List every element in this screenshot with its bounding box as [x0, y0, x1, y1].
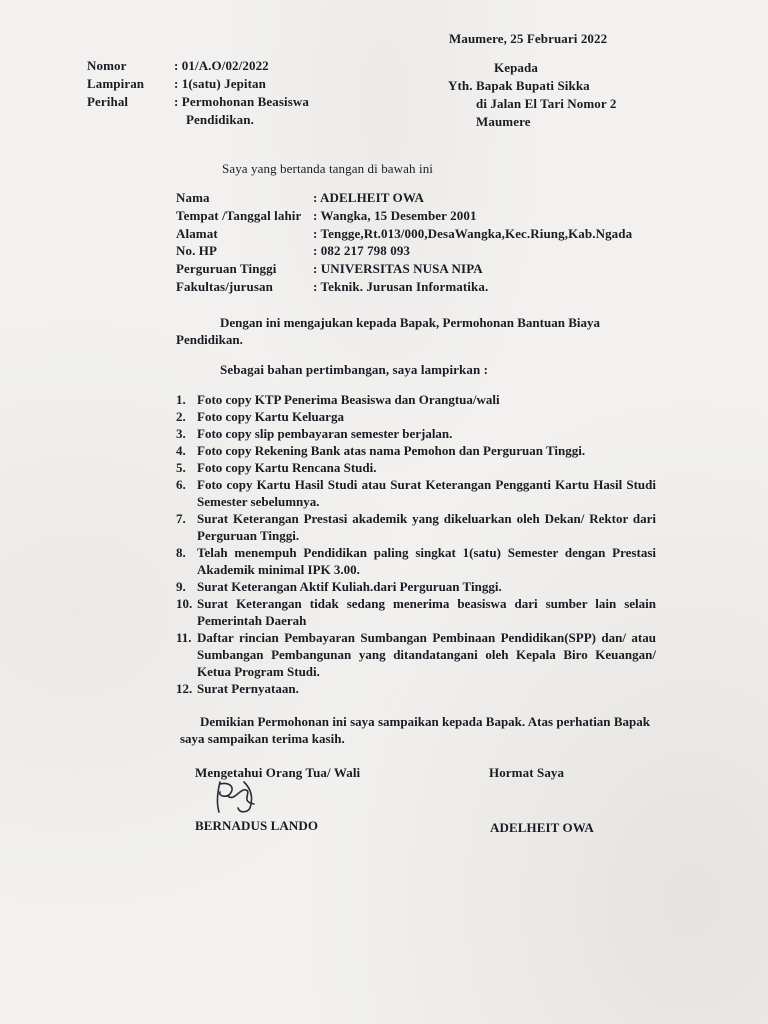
item-number: 6. [176, 477, 186, 492]
meta-label-lampiran: Lampiran [87, 76, 145, 91]
list-item [176, 544, 656, 578]
list-item [176, 510, 656, 544]
list-item [176, 680, 656, 697]
list-item [176, 391, 656, 408]
item-text: Telah menempuh Pendidikan paling singkat 1(satu) Semester dengan Prestasi Akademik minimal IPK 3.00. [197, 545, 656, 577]
item-text: Foto copy slip pembayaran semester berjalan. [197, 426, 453, 441]
identity-value-pt: : UNIVERSITAS NUSA NIPA [313, 261, 483, 276]
list-item [176, 425, 656, 442]
recipient-kepada: Kepada [494, 60, 538, 75]
item-number: 2. [176, 409, 186, 424]
item-text: Foto copy Kartu Hasil Studi atau Surat Keterangan Pengganti Kartu Hasil Studi Semester sebelumnya. [197, 477, 656, 509]
recipient-line-3: Maumere [476, 114, 531, 129]
identity-label-nama: Nama [176, 190, 210, 205]
identity-label-hp: No. HP [176, 243, 218, 258]
identity-value-ttl: : Wangka, 15 Desember 2001 [313, 208, 477, 223]
sign-right-title: Hormat Saya [489, 765, 565, 780]
list-item [176, 578, 656, 595]
meta-label-perihal: Perihal [87, 94, 129, 109]
item-number: 12. [176, 681, 193, 696]
sign-left-title: Mengetahui Orang Tua/ Wali [195, 765, 361, 780]
identity-label-ttl: Tempat /Tanggal lahir [176, 208, 302, 223]
subject-continuation: Pendidikan. [186, 112, 254, 127]
recipient-line-1: Yth. Bapak Bupati Sikka [448, 78, 590, 93]
intro-line: Saya yang bertanda tangan di bawah ini [222, 161, 434, 176]
item-number: 3. [176, 426, 186, 441]
item-text: Foto copy Kartu Keluarga [197, 409, 344, 424]
list-item [176, 595, 656, 629]
item-text: Surat Pernyataan. [197, 681, 299, 696]
identity-label-pt: Perguruan Tinggi [176, 261, 277, 276]
item-number: 10. [176, 596, 193, 611]
identity-value-fakultas: : Teknik. Jurusan Informatika. [313, 279, 489, 294]
requirements-list [176, 391, 656, 697]
identity-value-alamat: : Tengge,Rt.013/000,DesaWangka,Kec.Riung,Kab.Ngada [313, 226, 633, 241]
list-item [176, 442, 656, 459]
list-item [176, 459, 656, 476]
attachment-intro: Sebagai bahan pertimbangan, saya lampirkan : [220, 362, 489, 377]
date-line: Maumere, 25 Februari 2022 [449, 31, 608, 46]
list-item [176, 476, 656, 510]
item-text: Foto copy Kartu Rencana Studi. [197, 460, 377, 475]
item-text: Foto copy Rekening Bank atas nama Pemohon dan Perguruan Tinggi. [197, 443, 586, 458]
request-paragraph: Dengan ini mengajukan kepada Bapak, Permohonan Bantuan Biaya Pendidikan. [176, 315, 600, 347]
list-item [176, 629, 656, 680]
item-text: Daftar rincian Pembayaran Sumbangan Pembinaan Pendidikan(SPP) dan/ atau Sumbangan Pembangunan yang ditandatangani oleh Kepala Biro Keuangan/ Ketua Program Studi. [197, 630, 656, 679]
meta-value-lampiran: : 1(satu) Jepitan [174, 76, 266, 91]
item-number: 8. [176, 545, 186, 560]
meta-value-perihal: : Permohonan Beasiswa [174, 94, 309, 109]
handwritten-signature [210, 778, 266, 818]
item-text: Foto copy KTP Penerima Beasiswa dan Orangtua/wali [197, 392, 500, 407]
item-text: Surat Keterangan Prestasi akademik yang dikeluarkan oleh Dekan/ Rektor dari Perguruan Tinggi. [197, 511, 656, 543]
item-number: 9. [176, 579, 186, 594]
meta-value-nomor: : 01/A.O/02/2022 [174, 58, 269, 73]
item-number: 5. [176, 460, 186, 475]
sign-left-name: BERNADUS LANDO [195, 818, 319, 833]
identity-value-nama: : ADELHEIT OWA [313, 190, 424, 205]
item-number: 1. [176, 392, 186, 407]
closing-paragraph: Demikian Permohonan ini saya sampaikan kepada Bapak. Atas perhatian Bapak saya sampaikan terima kasih. [180, 714, 650, 746]
identity-label-fakultas: Fakultas/jurusan [176, 279, 273, 294]
item-number: 11. [176, 630, 192, 645]
item-text: Surat Keterangan tidak sedang menerima beasiswa dari sumber lain selain Pemerintah Daerah [197, 596, 656, 628]
recipient-line-2: di Jalan El Tari Nomor 2 [476, 96, 617, 111]
identity-value-hp: : 082 217 798 093 [313, 243, 411, 258]
sign-right-name: ADELHEIT OWA [490, 820, 594, 835]
meta-label-nomor: Nomor [87, 58, 127, 73]
item-number: 7. [176, 511, 186, 526]
identity-label-alamat: Alamat [176, 226, 218, 241]
item-text: Surat Keterangan Aktif Kuliah.dari Perguruan Tinggi. [197, 579, 502, 594]
item-number: 4. [176, 443, 186, 458]
list-item [176, 408, 656, 425]
